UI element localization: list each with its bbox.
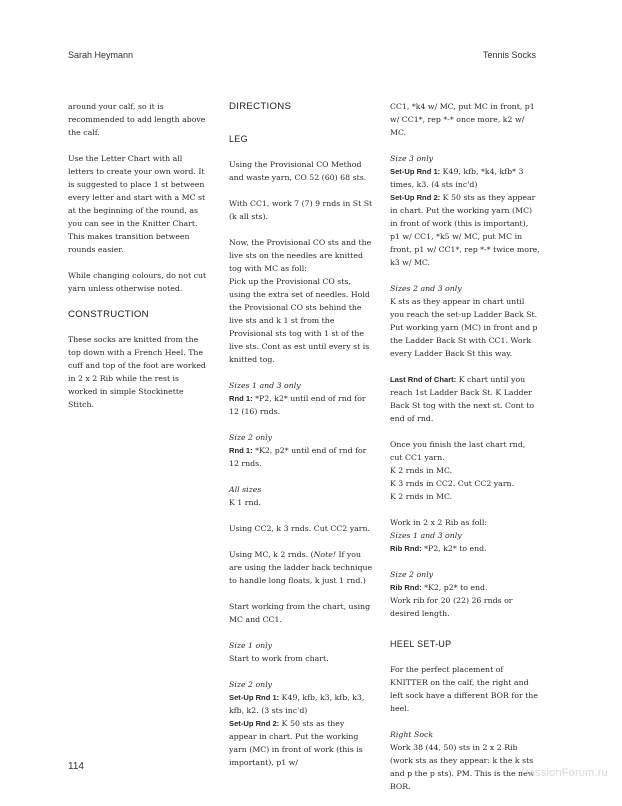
paragraph xyxy=(229,548,374,587)
section-heading-construction: CONSTRUCTION xyxy=(68,309,149,320)
paragraph: These socks are knitted from the top down with a French Heel. The cuff and top of the foot are worked in 2 x 2 Rib while the rest is worked in simple Stockinette Stitch. xyxy=(68,335,206,409)
size-label: Sizes 2 and 3 only xyxy=(390,284,462,293)
page-number: 114 xyxy=(68,761,84,772)
running-header-title: Tennis Socks xyxy=(482,50,536,60)
round-text: *K2, p2* to end. xyxy=(421,583,488,592)
paragraph: For the perfect placement of KNITTER on the calf, the right and left sock have a different BOR for the heel. xyxy=(390,665,538,713)
instruction-block xyxy=(390,282,540,360)
round-text: K 50 sts as they appear in chart. Put the working yarn (MC) in front of work (this is important), p1 w/ CC1, *k5 w/ MC, put MC in front, p1 w/ CC1*, rep *-* twice more, k3 w/ MC. xyxy=(390,193,540,267)
instruction-block xyxy=(390,516,540,555)
column-3 xyxy=(390,100,540,806)
round-label: Set-Up Rnd 2: xyxy=(390,193,441,202)
note-label: Note! xyxy=(313,550,336,559)
round-label: Set-Up Rnd 1: xyxy=(229,693,280,702)
column-2 xyxy=(229,100,374,782)
size-label: Sizes 1 and 3 only xyxy=(229,381,301,390)
paragraph: around your calf, so it is recommended to add length above the calf. xyxy=(68,102,206,137)
size-label: Size 3 only xyxy=(390,154,434,163)
paragraph: While changing colours, do not cut yarn unless otherwise noted. xyxy=(68,271,207,293)
round-label: Set-Up Rnd 2: xyxy=(229,719,280,728)
round-text: K 1 rnd. xyxy=(229,498,261,507)
paragraph: Use the Letter Chart with all letters to create your own word. It is suggested to place 1 st between every letter and start with a MC st at the beginning of the round, as you can see in the Knitter Chart. This makes transition between rounds easier. xyxy=(68,154,206,254)
paragraph: CC1, *k4 w/ MC, put MC in front, p1 w/ CC1*, rep *-* once more, k2 w/ MC. xyxy=(390,102,535,137)
round-text: K chart until you reach 1st Ladder Back St. K Ladder Back St tog with the next st. Cont to end of rnd. xyxy=(390,375,535,423)
round-text: *P2, k2* to end. xyxy=(421,544,487,553)
instruction-block xyxy=(229,678,374,769)
section-heading-directions: DIRECTIONS xyxy=(229,101,292,112)
instruction-block xyxy=(229,639,374,665)
text-run: If you are using the ladder back technique to handle long floats, k just 1 rnd.) xyxy=(229,550,373,585)
size-label: All sizes xyxy=(229,485,262,494)
line: Once you finish the last chart rnd, cut CC1 yarn. xyxy=(390,440,526,462)
instruction-block xyxy=(390,438,540,503)
paragraph: Now, the Provisional CO sts and the live sts on the needles are knitted tog with MC as foll: xyxy=(229,238,372,273)
size-label: Size 1 only xyxy=(229,641,273,650)
round-label: Rib Rnd: xyxy=(390,544,422,553)
round-label: Rib Rnd: xyxy=(390,583,422,592)
instruction-block xyxy=(390,373,540,425)
round-label: Rnd 1: xyxy=(229,394,253,403)
instruction-block xyxy=(390,728,540,793)
size-label: Size 2 only xyxy=(390,570,434,579)
instruction-block xyxy=(390,152,540,269)
line: K 3 rnds in CC2. Cut CC2 yarn. xyxy=(390,479,515,488)
watermark: PassionForum.ru xyxy=(521,767,608,779)
instruction-block xyxy=(229,483,374,509)
round-text: Start to work from chart. xyxy=(229,654,329,663)
instruction-block xyxy=(229,379,374,418)
round-text: K49, kfb, *k4, kfb* 3 times, k3. (4 sts inc'd) xyxy=(390,167,524,189)
subsection-heading-leg: LEG xyxy=(229,134,248,144)
round-text: *K2, p2* until end of rnd for 12 rnds. xyxy=(229,446,367,468)
round-text: K 50 sts as they appear in chart. Put the working yarn (MC) in front of work (this is important), p1 w/ xyxy=(229,719,363,767)
round-text: *P2, k2* until end of rnd for 12 (16) rnds. xyxy=(229,394,366,416)
round-label: Set-Up Rnd 1: xyxy=(390,167,441,176)
sock-label: Right Sock xyxy=(390,730,434,739)
running-header-author: Sarah Heymann xyxy=(68,50,134,60)
text-run: Using MC, k 2 rnds. ( xyxy=(229,550,314,559)
paragraph: Start working from the chart, using MC and CC1. xyxy=(229,602,371,624)
round-label: Last Rnd of Chart: xyxy=(390,375,457,384)
round-label: Rnd 1: xyxy=(229,446,253,455)
round-text: Work 38 (44, 50) sts in 2 x 2 Rib (work sts as they appear: k the k sts and p the p sts). PM. This is the new BOR. xyxy=(390,743,535,791)
line: K 2 rnds in MC. xyxy=(390,466,453,475)
column-1 xyxy=(68,100,210,424)
round-text: K sts as they appear in chart until you reach the set-up Ladder Back St. Put working yarn (MC) in front and p the Ladder Back St with CC1. Work every Ladder Back St this way. xyxy=(390,297,538,358)
line: K 2 rnds in MC. xyxy=(390,492,453,501)
paragraph: Using the Provisional CO Method and waste yarn, CO 52 (60) 68 sts. xyxy=(229,160,367,182)
line: Work in 2 x 2 Rib as foll: xyxy=(390,518,488,527)
instruction-block xyxy=(390,568,540,620)
round-text: Work rib for 20 (22) 26 rnds or desired length. xyxy=(390,596,513,618)
instruction-block xyxy=(229,431,374,470)
paragraph: Pick up the Provisional CO sts, using the extra set of needles. Hold the Provisional CO sts behind the live sts and k 1 st from the Provisional sts tog with 1 st of the live sts. Cont as est until every st is knitted tog. xyxy=(229,277,370,364)
size-label: Sizes 1 and 3 only xyxy=(390,531,462,540)
size-label: Size 2 only xyxy=(229,433,273,442)
section-heading-heel-setup: HEEL SET-UP xyxy=(390,639,452,649)
paragraph: Using CC2, k 3 rnds. Cut CC2 yarn. xyxy=(229,524,370,533)
round-text: K49, kfb, k3, kfb, k3, kfb, k2. (3 sts inc'd) xyxy=(229,693,365,715)
paragraph: With CC1, work 7 (7) 9 rnds in St St (k all sts). xyxy=(229,199,373,221)
size-label: Size 2 only xyxy=(229,680,273,689)
